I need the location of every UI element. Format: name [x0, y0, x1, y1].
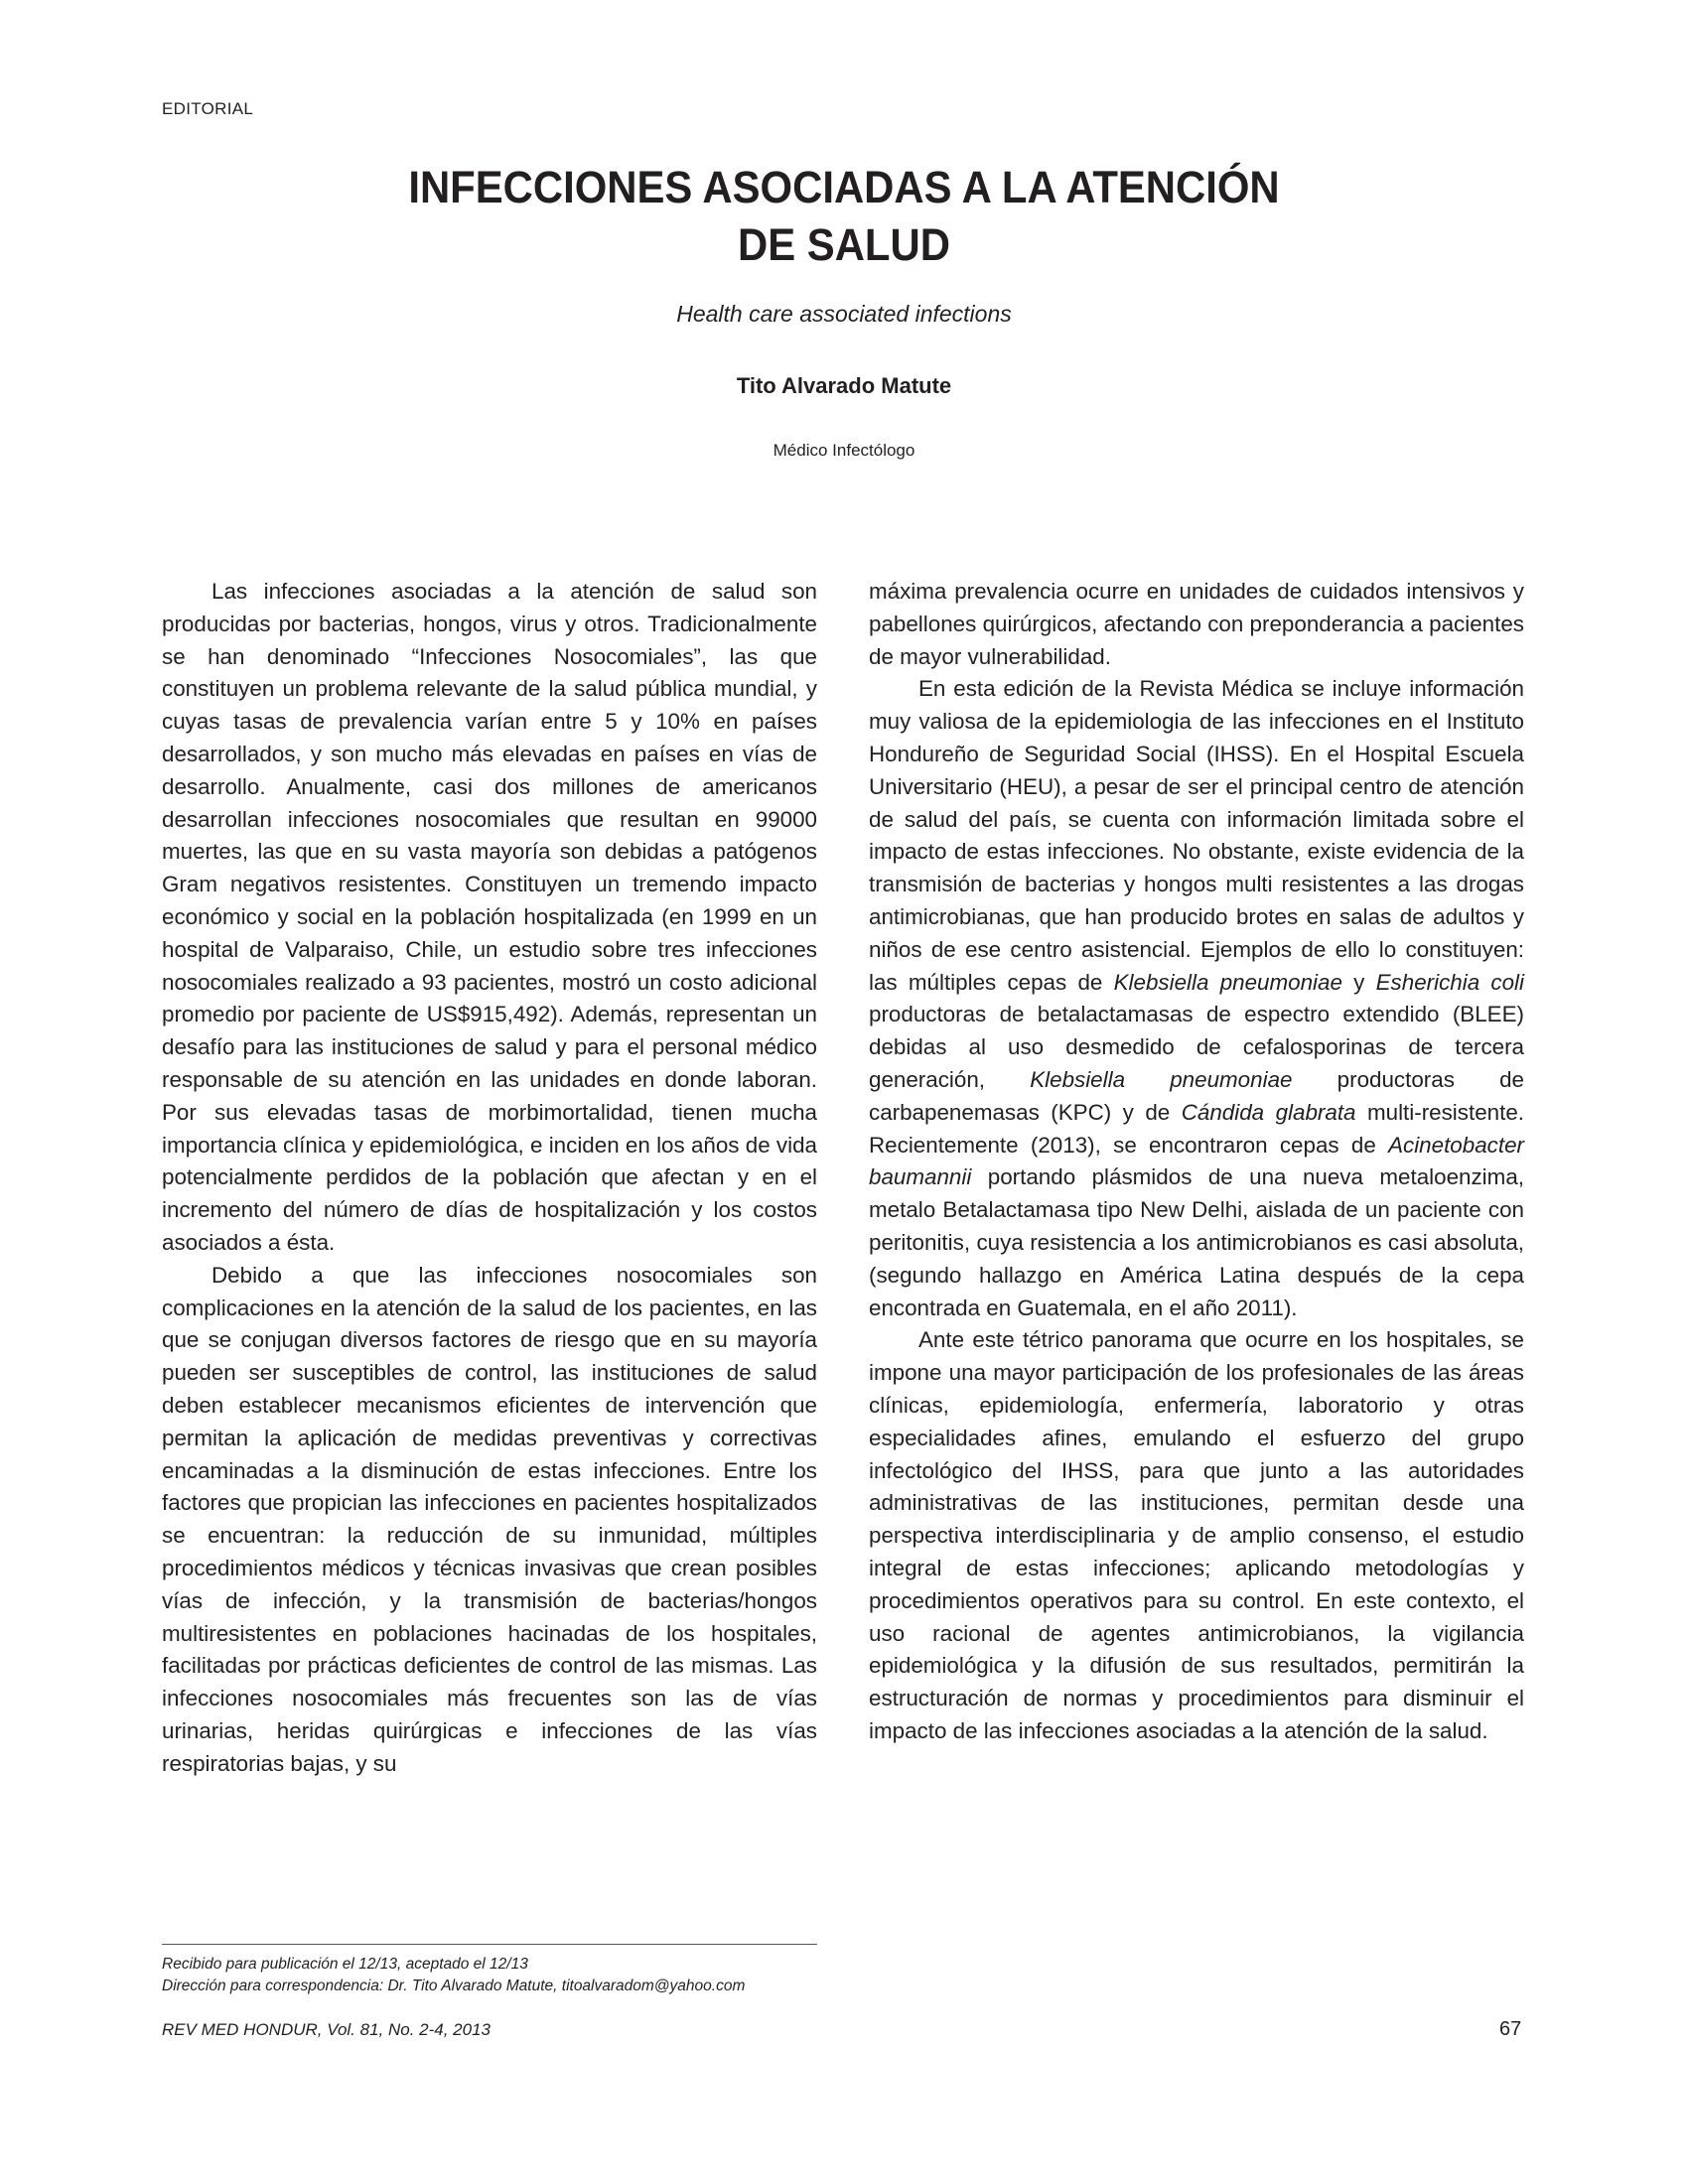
- paragraph-continuation: máxima prevalencia ocurre en unidades de cuidados intensivos y pabellones quirúrgicos, afectando con preponderancia a pacientes de mayor vulnerabilidad.: [869, 579, 1524, 669]
- article-title-line-1: INFECCIONES ASOCIADAS A LA ATENCIÓN: [408, 162, 1280, 212]
- species-name: Klebsiella pneumoniae: [1113, 969, 1342, 995]
- section-label: EDITORIAL: [162, 99, 254, 118]
- footnote-received: Recibido para publicación el 12/13, aceptado el 12/13: [162, 1956, 528, 1973]
- page-number: 67: [1499, 2018, 1522, 2040]
- species-name: Klebsiella pneumoniae: [1030, 1066, 1293, 1092]
- species-name: Cándida glabrata: [1181, 1099, 1356, 1125]
- body-column-right: [869, 576, 1524, 1748]
- body-column-left: [162, 576, 817, 1780]
- paragraph: Ante este tétrico panorama que ocurre en los hospitales, se impone una mayor participación de los profesionales de las áreas clínicas, epidemiología, enfermería, laboratorio y otras especialidades afines, emulando el esfuerzo del grupo infectológico del IHSS, para que junto a las autoridades administrativas de las instituciones, permitan desde una perspectiva interdisciplinaria y de amplio consenso, el estudio integral de estas infecciones; aplicando metodologías y procedimientos operativos para su control. En este contexto, el uso racional de agentes antimicrobianos, la vigilancia epidemiológica y la difusión de sus resultados, permitirán la estructuración de normas y procedimientos para disminuir el impacto de las infecciones asociadas a la atención de la salud.: [869, 1327, 1524, 1743]
- text-run: multi-resistente. Recientemente (2013), se encontraron cepas de: [869, 1099, 1524, 1158]
- author-name: Tito Alvarado Matute: [736, 373, 952, 398]
- text-run: productoras de betalactamasas de espectro extendido (BLEE) debidas al uso desmedido de cefalosporinas de tercera generación,: [869, 1002, 1524, 1092]
- text-run: En esta edición de la Revista Médica se incluye información muy valiosa de la epidemiologia de las infecciones en el Instituto Hondureño de Seguridad Social (IHSS). En el Hospital Escuela Universitario (HEU), a pesar de ser el principal centro de atención de salud del país, se cuenta con información limitada sobre el impacto de estas infecciones. No obstante, existe evidencia de la transmisión de bacterias y hongos multi resistentes a las drogas antimicrobianas, que han producido brotes en salas de adultos y niños de ese centro asistencial. Ejemplos de ello lo constituyen: las múltiples cepas de: [869, 676, 1524, 995]
- article-title: [60, 159, 1629, 274]
- species-name: Esherichia coli: [1375, 969, 1525, 995]
- paragraph: [869, 673, 1524, 1324]
- paragraph: Las infecciones asociadas a la atención de salud son producidas por bacterias, hongos, virus y otros. Tradicionalmente se han denominado “Infecciones Nosocomiales”, las que constituyen un problema relevante de la salud pública mundial, y cuyas tasas de prevalencia varían entre 5 y 10% en países desarrollados, y son mucho más elevadas en países en vías de desarrollo. Anualmente, casi dos millones de americanos desarrollan infecciones nosocomiales que resultan en 99000 muertes, las que en su vasta mayoría son debidas a patógenos Gram negativos resistentes. Constituyen un tremendo impacto económico y social en la población hospitalizada (en 1999 en un hospital de Valparaiso, Chile, un estudio sobre tres infecciones nosocomiales realizado a 93 pacientes, mostró un costo adicional promedio por paciente de US$915,492). Además, representan un desafío para las instituciones de salud y para el personal médico responsable de su atención en las unidades en donde laboran. Por sus elevadas tasas de morbimortalidad, tienen mucha importancia clínica y epidemiológica, e inciden en los años de vida potencialmente perdidos de la población que afectan y en el incremento del número de días de hospitalización y los costos asociados a ésta.: [162, 579, 817, 1255]
- article-title-line-2: DE SALUD: [738, 219, 950, 270]
- paragraph: Debido a que las infecciones nosocomiales son complicaciones en la atención de la salud de los pacientes, en las que se conjugan diversos factores de riesgo que en su mayoría pueden ser susceptibles de control, las instituciones de salud deben establecer mecanismos eficientes de intervención que permitan la aplicación de medidas preventivas y correctivas encaminadas a la disminución de estas infecciones. Entre los factores que propician las infecciones en pacientes hospitalizados se encuentran: la reducción de su inmunidad, múltiples procedimientos médicos y técnicas invasivas que crean posibles vías de infección, y la transmisión de bacterias/hongos multiresistentes en poblaciones hacinadas de los hospitales, facilitadas por prácticas deficientes de control de las mismas. Las infecciones nosocomiales más frecuentes son las de vías urinarias, heridas quirúrgicas e infecciones de las vías respiratorias bajas, y su: [162, 1262, 817, 1776]
- footnotes: [162, 1954, 857, 1997]
- footnote-divider: [162, 1944, 817, 1945]
- journal-citation: REV MED HONDUR, Vol. 81, No. 2-4, 2013: [162, 2020, 491, 2039]
- text-run: productoras de carbapenemasas (KPC) y de: [869, 1066, 1524, 1125]
- english-subtitle: Health care associated infections: [676, 301, 1012, 327]
- species-name: Acinetobacter baumannii: [869, 1132, 1524, 1190]
- author-affiliation: Médico Infectólogo: [773, 441, 915, 460]
- footnote-correspondence: Dirección para correspondencia: Dr. Tito Alvarado Matute, titoalvaradom@yahoo.com: [162, 1978, 746, 1994]
- text-run: portando plásmidos de una nueva metaloenzima, metalo Betalactamasa tipo New Delhi, aislada de un paciente con peritonitis, cuya resistencia a los antimicrobianos es casi absoluta, (segundo hallazgo en América Latina después de la cepa encontrada en Guatemala, en el año 2011).: [869, 1164, 1524, 1320]
- text-run: y: [1341, 969, 1376, 995]
